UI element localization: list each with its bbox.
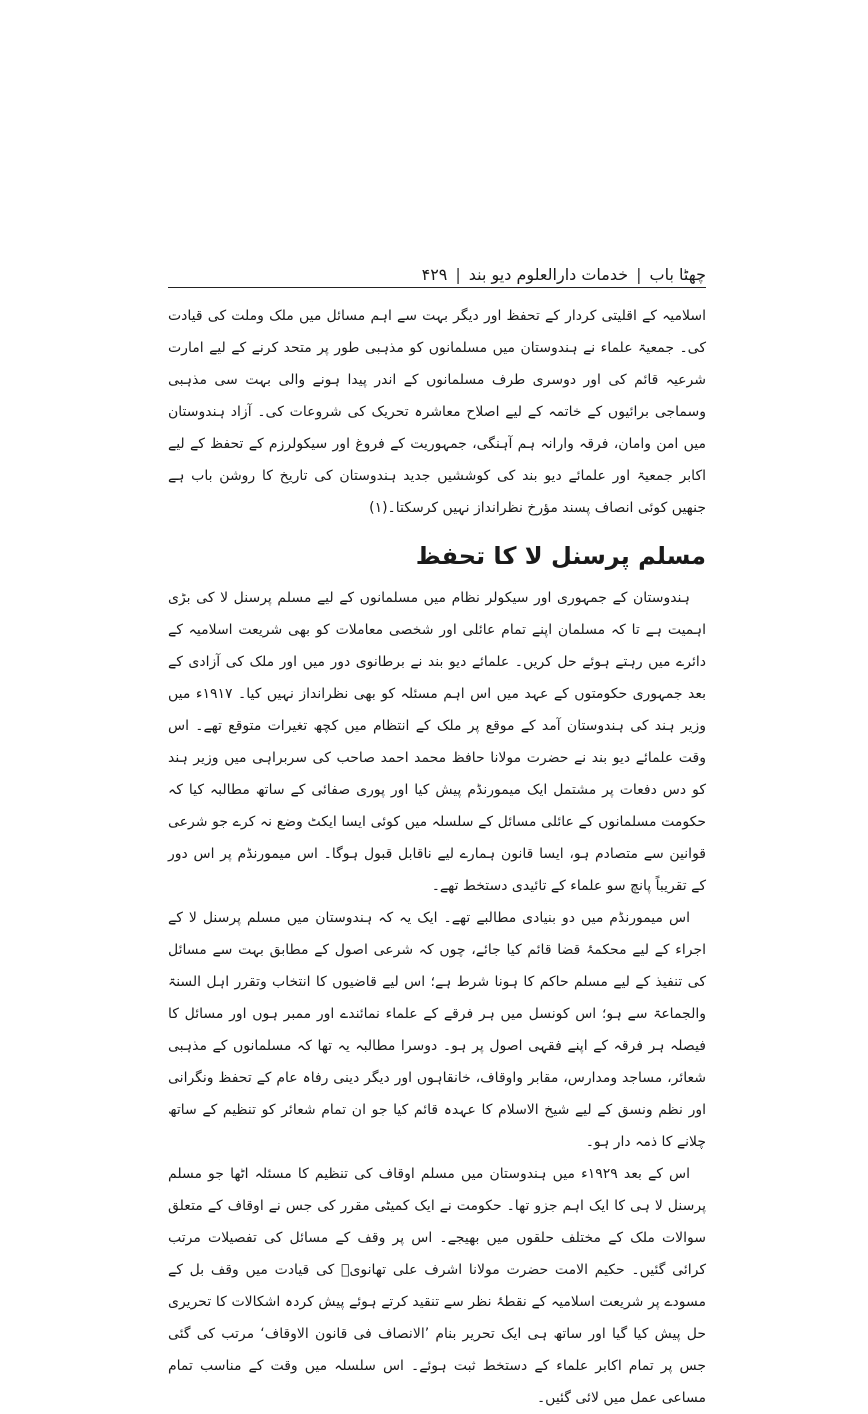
header-separator: | [636,264,642,284]
section-heading: مسلم پرسنل لا کا تحفظ [415,542,706,570]
intro-paragraph: اسلامیہ کے اقلیتی کردار کے تحفظ اور دیگر بہت سے اہم مسائل میں ملک وملت کی قیادت کی۔ جمعیۃ علماء نے ہندوستان میں مسلمانوں کو مذہبی طور پر متحد کرنے کے لیے امارت شرعیہ قائم کی اور دوسری طرف مسلمانوں کے اندر پیدا ہونے والی بہت سی مذہبی وسماجی برائیوں کے خاتمہ کے لیے اصلاح معاشرہ تحریک کی شروعات کی۔ آزاد ہندوستان میں امن وامان، فرقہ وارانہ ہم آہنگی، جمہوریت کے فروغ اور سیکولرزم کے تحفظ کے لیے اکابر جمعیۃ اور علمائے دیو بند کی کوششیں جدید ہندوستان کی تاریخ کا روشن باب ہے جنھیں کوئی انصاف پسند مؤرخ نظرانداز نہیں کرسکتا۔(۱) [168,308,706,516]
header-separator: | [455,264,461,284]
running-header [146,248,706,284]
body-paragraph: اس میمورنڈم میں دو بنیادی مطالبے تھے۔ ایک یہ کہ ہندوستان میں مسلم پرسنل لا کے اجراء کے لیے محکمۂ قضا قائم کیا جائے، چوں کہ شرعی اصول کے مطابق بہت سے مسائل کی تنفیذ کے لیے مسلم حاکم کا ہونا شرط ہے؛ اس لیے قاضیوں کا انتخاب وتقرر اہل السنۃ والجماعۃ سے ہو؛ اس کونسل میں ہر فرقے کے علماء نمائندے اور ممبر ہوں اور مسائل کا فیصلہ ہر فرقہ کے اپنے فقہی اصول پر ہو۔ دوسرا مطالبہ یہ تھا کہ مسلمانوں کے مذہبی شعائر، مساجد ومدارس، مقابر واوقاف، خانقاہوں اور دیگر دینی رفاہ عام کے تحفظ ونگرانی اور نظم ونسق کے لیے شیخ الاسلام کا عہدہ قائم کیا جو ان تمام شعائر کو تنظیم کے ساتھ چلانے کا ذمہ دار ہو۔ [168,910,706,1150]
body-paragraph: اس کے بعد ۱۹۲۹ء میں ہندوستان میں مسلم اوقاف کی تنظیم کا مسئلہ اٹھا جو مسلم پرسنل لا ہی کا ایک اہم جزو تھا۔ حکومت نے ایک کمیٹی مقرر کی جس نے اوقاف کے متعلق سوالات ملک کے مختلف حلقوں میں بھیجے۔ اس پر وقف کے مسائل کی تفصیلات مرتب کرائی گئیں۔ حکیم الامت حضرت مولانا اشرف علی تھانویؒ کی قیادت میں وقف بل کے مسودے پر شریعت اسلامیہ کے نقطۂ نظر سے تنقید کرتے ہوئے پیش کردہ اشکالات کا تحریری حل پیش کیا گیا اور ساتھ ہی ایک تحریر بنام ’الانصاف فی قانون الاوقاف‘ مرتب کی گئی جس پر تمام اکابر علماء کے دستخط ثبت ہوئے۔ اس سلسلہ میں وقت کے مناسب تمام مساعی عمل میں لائی گئیں۔ [168,1166,706,1406]
page-body [168,300,706,1414]
header-title: خدمات دارالعلوم دیو بند [468,264,629,284]
header-chapter: چھٹا باب [649,264,706,284]
body-paragraph: ہندوستان کے جمہوری اور سیکولر نظام میں مسلمانوں کے لیے مسلم پرسنل لا کی بڑی اہمیت ہے تا کہ مسلمان اپنے تمام عائلی اور شخصی معاملات کو بھی شریعت اسلامیہ کے دائرے میں رہتے ہوئے حل کریں۔ علمائے دیو بند نے برطانوی دور میں اور ملک کی آزادی کے بعد جمہوری حکومتوں کے عہد میں اس اہم مسئلہ کو بھی نظرانداز نہیں کیا۔ ۱۹۱۷ء میں وزیر ہند کی ہندوستان آمد کے موقع پر ملک کے انتظام میں کچھ تغیرات متوقع تھے۔ اس وقت علمائے دیو بند نے حضرت مولانا حافظ محمد احمد صاحب کی سربراہی میں وزیر ہند کو دس دفعات پر مشتمل ایک میمورنڈم پیش کیا اور پوری صفائی کے ساتھ مطالبہ کیا کہ حکومت مسلمانوں کے عائلی مسائل کے سلسلہ میں کوئی ایسا ایکٹ وضع نہ کرے جو شرعی قوانین سے متصادم ہو، ایسا قانون ہمارے لیے ناقابل قبول ہوگا۔ اس میمورنڈم پر اس دور کے تقریباً پانچ سو علماء کے تائیدی دستخط تھے۔ [168,590,706,894]
page-number: ۴۲۹ [421,264,448,284]
header-divider [168,287,706,288]
